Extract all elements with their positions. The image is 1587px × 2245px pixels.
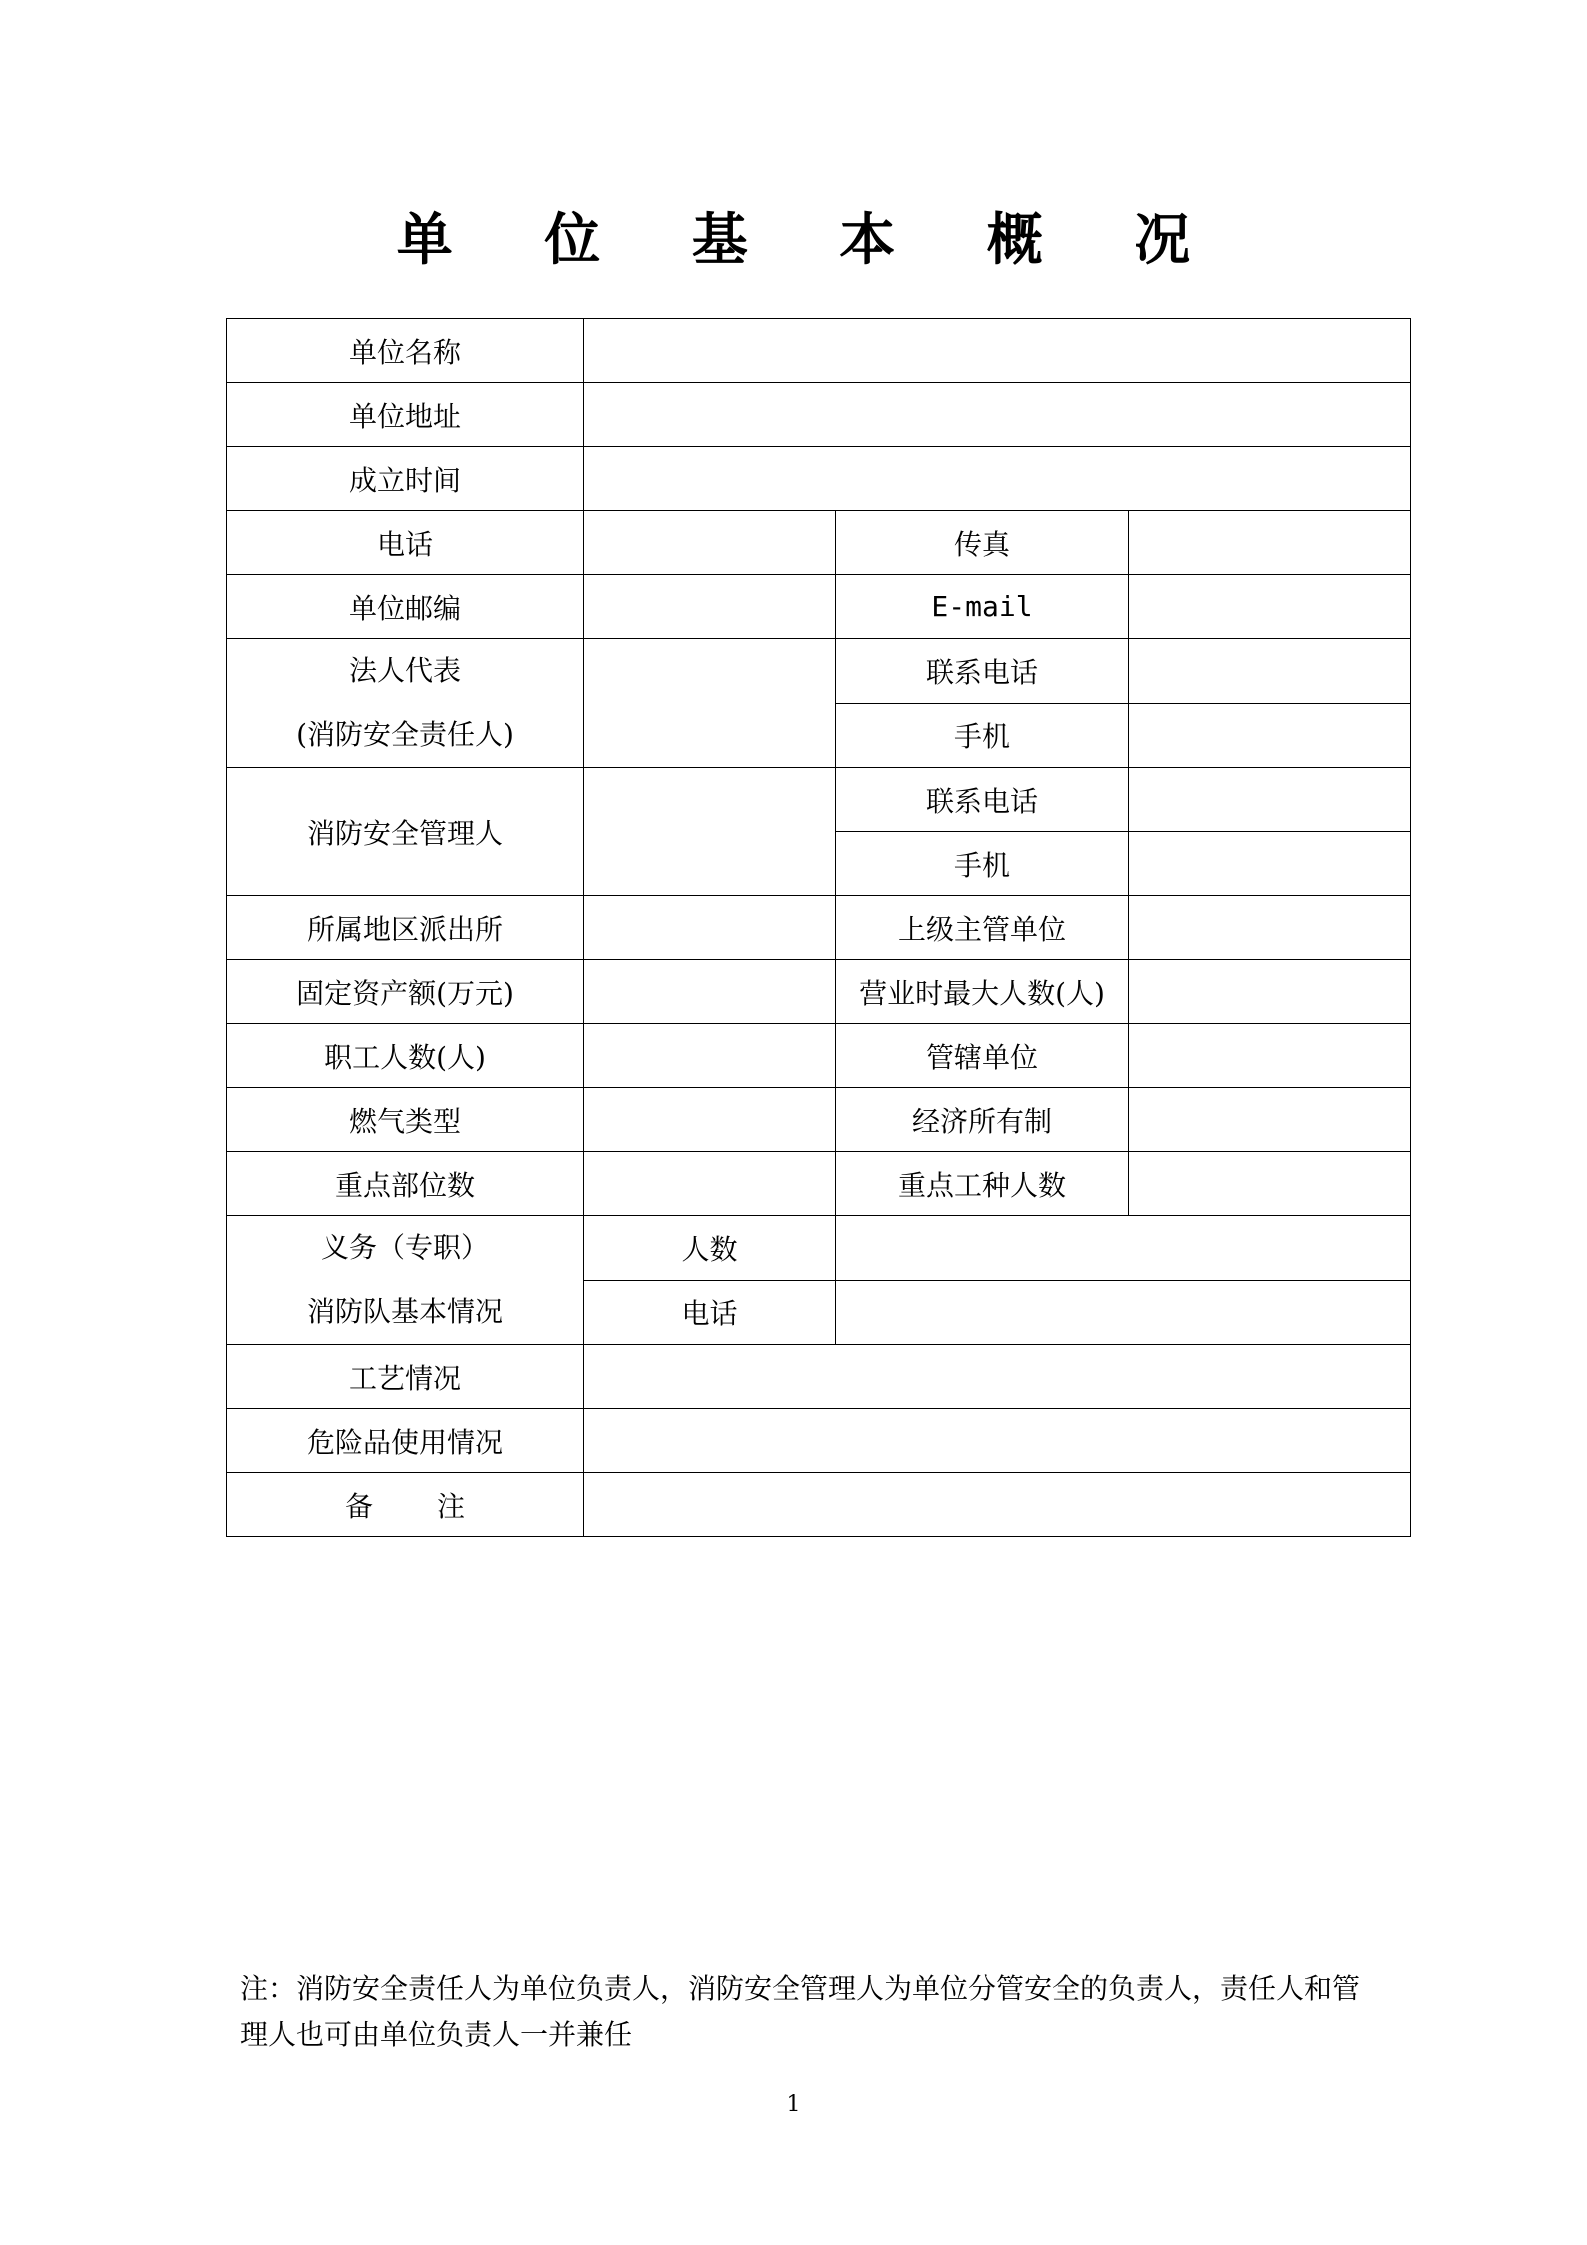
legal-rep-mobile-field[interactable] (1129, 703, 1411, 768)
phone-field[interactable] (584, 511, 836, 575)
fixed-assets-field[interactable] (584, 960, 836, 1024)
label-brigade-phone: 电话 (584, 1280, 836, 1345)
unit-info-form (226, 318, 1411, 1537)
max-people-field[interactable] (1129, 960, 1411, 1024)
label-ownership: 经济所有制 (836, 1088, 1129, 1152)
process-field[interactable] (584, 1345, 1411, 1409)
page-number: 1 (786, 2092, 801, 2117)
label-process: 工艺情况 (227, 1345, 584, 1409)
founded-field[interactable] (584, 447, 1411, 511)
legal-rep-contact-phone-field[interactable] (1129, 639, 1411, 704)
label-postcode: 单位邮编 (227, 575, 584, 639)
brigade-phone-field[interactable] (836, 1280, 1411, 1345)
label-manager-contact-phone: 联系电话 (836, 768, 1129, 832)
label-fixed-assets: 固定资产额(万元) (227, 960, 584, 1024)
brigade-count-field[interactable] (836, 1216, 1411, 1281)
label-legal-rep-line1: 法人代表 (348, 654, 461, 687)
manager-mobile-field[interactable] (1129, 832, 1411, 896)
label-remarks-b: 注 (437, 1489, 466, 1523)
unit-address-field[interactable] (584, 383, 1411, 447)
superior-unit-field[interactable] (1129, 896, 1411, 960)
label-brigade (227, 1216, 584, 1345)
remarks-field[interactable] (584, 1473, 1411, 1537)
label-staff-count: 职工人数(人) (227, 1024, 584, 1088)
label-email: E-mail (836, 575, 1129, 639)
label-key-workers: 重点工种人数 (836, 1152, 1129, 1216)
label-key-parts: 重点部位数 (227, 1152, 584, 1216)
label-founded: 成立时间 (227, 447, 584, 511)
label-hazardous: 危险品使用情况 (227, 1409, 584, 1473)
page-title: 单 位 基 本 概 况 (396, 208, 1227, 273)
label-gas-type: 燃气类型 (227, 1088, 584, 1152)
key-parts-field[interactable] (584, 1152, 836, 1216)
label-brigade-line1: 义务（专职） (320, 1231, 489, 1264)
police-station-field[interactable] (584, 896, 836, 960)
label-phone: 电话 (227, 511, 584, 575)
gas-type-field[interactable] (584, 1088, 836, 1152)
label-max-people: 营业时最大人数(人) (836, 960, 1129, 1024)
label-legal-rep (227, 639, 584, 768)
label-unit-name: 单位名称 (227, 319, 584, 383)
jurisdiction-field[interactable] (1129, 1024, 1411, 1088)
label-legal-rep-mobile: 手机 (836, 703, 1129, 768)
label-manager-mobile: 手机 (836, 832, 1129, 896)
label-legal-rep-line2: (消防安全责任人) (296, 718, 514, 751)
label-police-station: 所属地区派出所 (227, 896, 584, 960)
postcode-field[interactable] (584, 575, 836, 639)
label-legal-rep-contact-phone: 联系电话 (836, 639, 1129, 704)
label-fire-manager: 消防安全管理人 (227, 768, 584, 896)
label-fax: 传真 (836, 511, 1129, 575)
staff-count-field[interactable] (584, 1024, 836, 1088)
label-brigade-count: 人数 (584, 1216, 836, 1281)
label-jurisdiction: 管辖单位 (836, 1024, 1129, 1088)
label-remarks-a: 备 (344, 1489, 373, 1523)
legal-rep-field[interactable] (584, 639, 836, 768)
fire-manager-field[interactable] (584, 768, 836, 896)
label-superior-unit: 上级主管单位 (836, 896, 1129, 960)
ownership-field[interactable] (1129, 1088, 1411, 1152)
footnote: 注：消防安全责任人为单位负责人，消防安全管理人为单位分管安全的负责人，责任人和管理人也可由单位负责人一并兼任 (240, 1972, 1361, 2051)
label-remarks (227, 1473, 584, 1537)
key-workers-field[interactable] (1129, 1152, 1411, 1216)
unit-name-field[interactable] (584, 319, 1411, 383)
manager-contact-phone-field[interactable] (1129, 768, 1411, 832)
label-unit-address: 单位地址 (227, 383, 584, 447)
email-field[interactable] (1129, 575, 1411, 639)
hazardous-field[interactable] (584, 1409, 1411, 1473)
label-brigade-line2: 消防队基本情况 (306, 1295, 503, 1328)
fax-field[interactable] (1129, 511, 1411, 575)
